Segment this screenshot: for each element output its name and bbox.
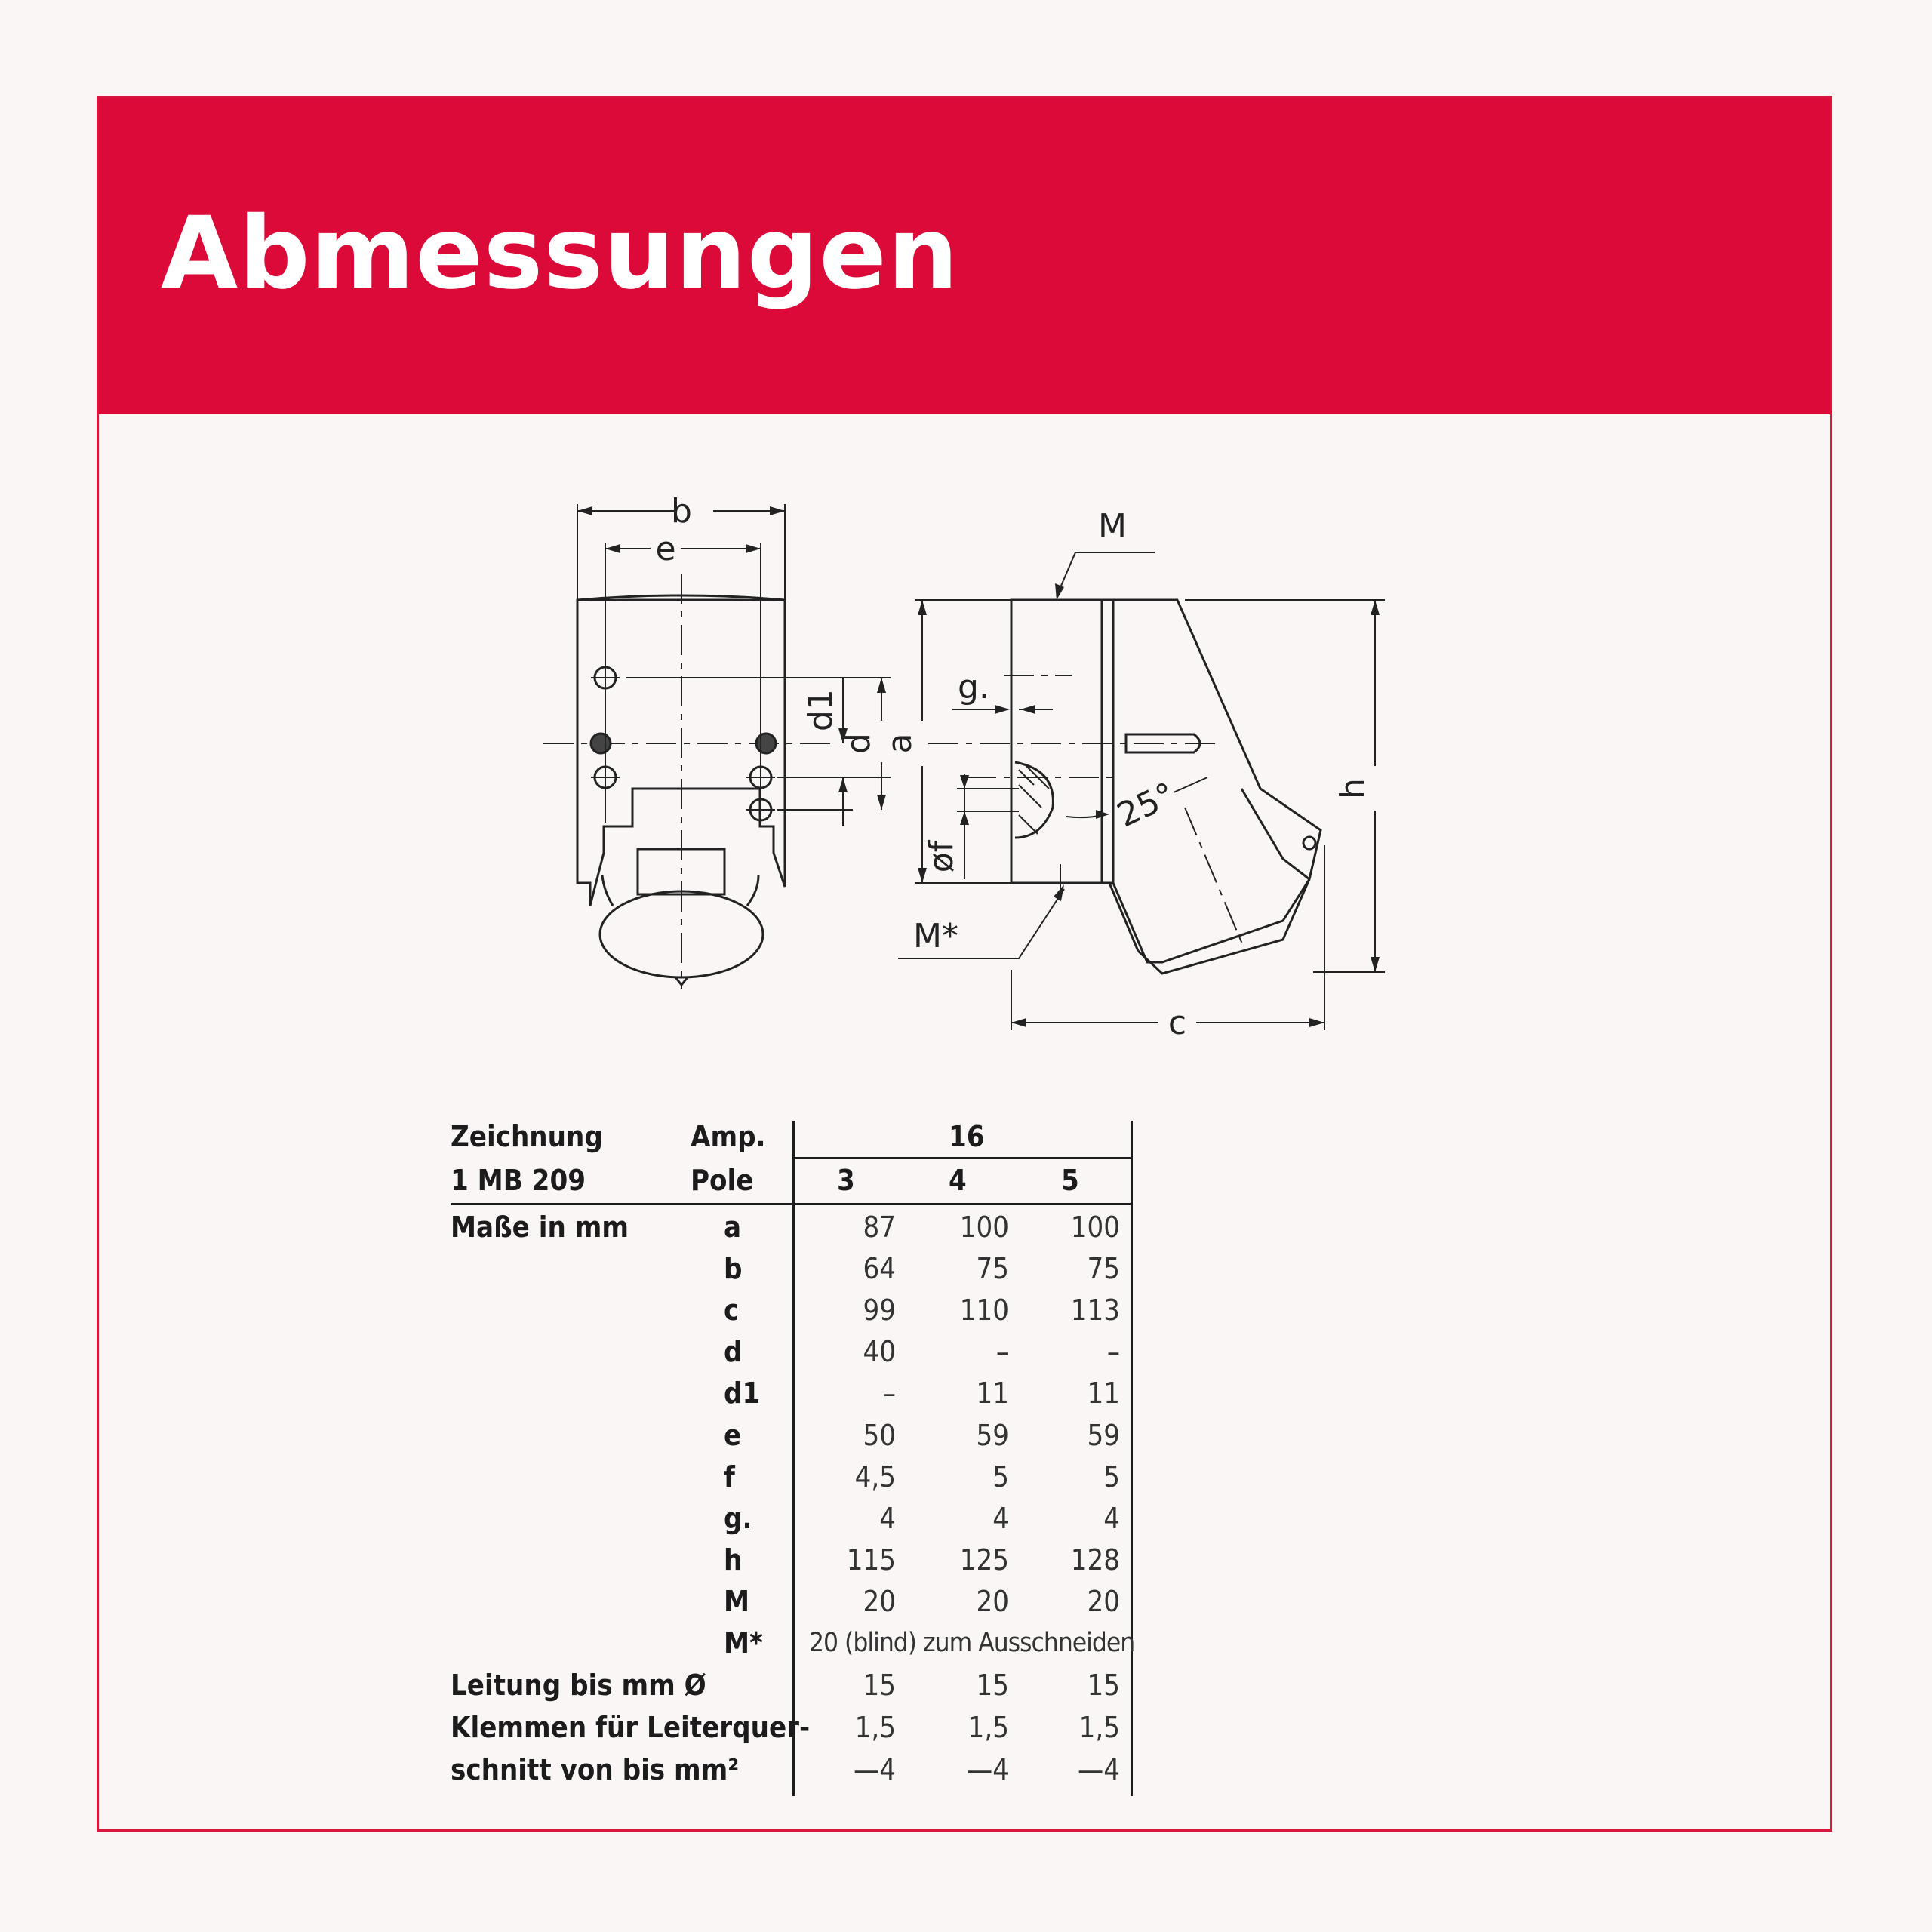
dim-value: 4 (1103, 1502, 1120, 1535)
dim-value: – (1106, 1335, 1120, 1368)
dim-label-M-star: M* (913, 917, 958, 955)
dim-label-a: a (881, 733, 919, 754)
dim-key: d1 (724, 1377, 761, 1410)
pole-3: 3 (837, 1164, 855, 1197)
dim-label-b: b (671, 492, 692, 531)
mstar-text: 20 (blind) zum Ausschneiden (809, 1628, 1135, 1658)
leitung-4: 15 (976, 1669, 1009, 1702)
dim-label-e: e (655, 530, 676, 568)
klemmen-1-4: 1,5 (968, 1711, 1009, 1744)
klemmen-1-3: 1,5 (854, 1711, 896, 1744)
dims-label: Maße in mm (451, 1211, 629, 1244)
dim-value: 11 (1087, 1377, 1120, 1410)
dim-value: 99 (863, 1294, 896, 1327)
dim-label-phi-f: øf (922, 840, 961, 873)
dim-value: 75 (976, 1252, 1009, 1285)
dim-value: 4 (879, 1502, 896, 1535)
table-rule-header (451, 1203, 1133, 1205)
dim-value: 125 (959, 1543, 1009, 1577)
dim-value: 20 (863, 1585, 896, 1618)
dim-value: 59 (976, 1419, 1009, 1452)
front-view (543, 504, 891, 989)
dim-key: a (724, 1211, 742, 1244)
dim-value: 20 (976, 1585, 1009, 1618)
dim-value: 4,5 (854, 1460, 896, 1494)
leitung-3: 15 (863, 1669, 896, 1702)
dim-value: 5 (992, 1460, 1009, 1494)
dim-label-M: M (1098, 507, 1127, 546)
dim-value: 64 (863, 1252, 896, 1285)
dim-key: e (724, 1419, 742, 1452)
dim-value: 40 (863, 1335, 896, 1368)
klemmen-2-3: —4 (854, 1753, 896, 1786)
klemmen-label-2: schnitt von bis mm² (451, 1753, 740, 1786)
dim-key: h (724, 1543, 743, 1577)
leitung-label: Leitung bis mm Ø (451, 1669, 706, 1702)
dim-label-g: g. (958, 668, 989, 706)
dim-value: 113 (1070, 1294, 1120, 1327)
pole-5: 5 (1061, 1164, 1079, 1197)
dim-key: d (724, 1335, 743, 1368)
klemmen-label-1: Klemmen für Leiterquer- (451, 1711, 811, 1744)
table-divider-left (792, 1121, 795, 1796)
dim-value: – (882, 1377, 896, 1410)
pole-label: Pole (691, 1164, 754, 1197)
dim-value: 128 (1070, 1543, 1120, 1577)
dim-value: 4 (992, 1502, 1009, 1535)
dim-value: 50 (863, 1419, 896, 1452)
dim-key: f (724, 1460, 735, 1494)
klemmen-2-5: —4 (1078, 1753, 1120, 1786)
table-divider-right (1131, 1121, 1133, 1796)
dim-label-d: d (839, 733, 878, 754)
amp-label: Amp. (691, 1120, 766, 1153)
dim-key: M (724, 1585, 750, 1618)
mstar-key: M* (724, 1626, 763, 1660)
angle-label: 25° (1111, 775, 1181, 835)
dim-key: c (724, 1294, 740, 1327)
dim-value: 59 (1087, 1419, 1120, 1452)
dim-value: 115 (846, 1543, 896, 1577)
dim-value: 20 (1087, 1585, 1120, 1618)
leitung-5: 15 (1087, 1669, 1120, 1702)
dim-value: 110 (959, 1294, 1009, 1327)
dim-key: b (724, 1252, 743, 1285)
klemmen-1-5: 1,5 (1078, 1711, 1120, 1744)
drawing-number: 1 MB 209 (451, 1164, 586, 1197)
amp-value: 16 (949, 1120, 985, 1153)
dim-value: 5 (1103, 1460, 1120, 1494)
dim-value: 11 (976, 1377, 1009, 1410)
page-title: Abmessungen (161, 195, 959, 312)
drawing-label: Zeichnung (451, 1120, 603, 1153)
dim-value: 87 (863, 1211, 896, 1244)
dim-label-d1: d1 (801, 689, 840, 731)
dim-value: – (995, 1335, 1009, 1368)
dim-label-h: h (1334, 778, 1372, 799)
dim-key: g. (724, 1502, 752, 1535)
dim-value: 100 (959, 1211, 1009, 1244)
dim-value: 100 (1070, 1211, 1120, 1244)
pole-4: 4 (949, 1164, 967, 1197)
klemmen-2-4: —4 (967, 1753, 1009, 1786)
dim-value: 75 (1087, 1252, 1120, 1285)
dim-label-c: c (1168, 1004, 1187, 1042)
